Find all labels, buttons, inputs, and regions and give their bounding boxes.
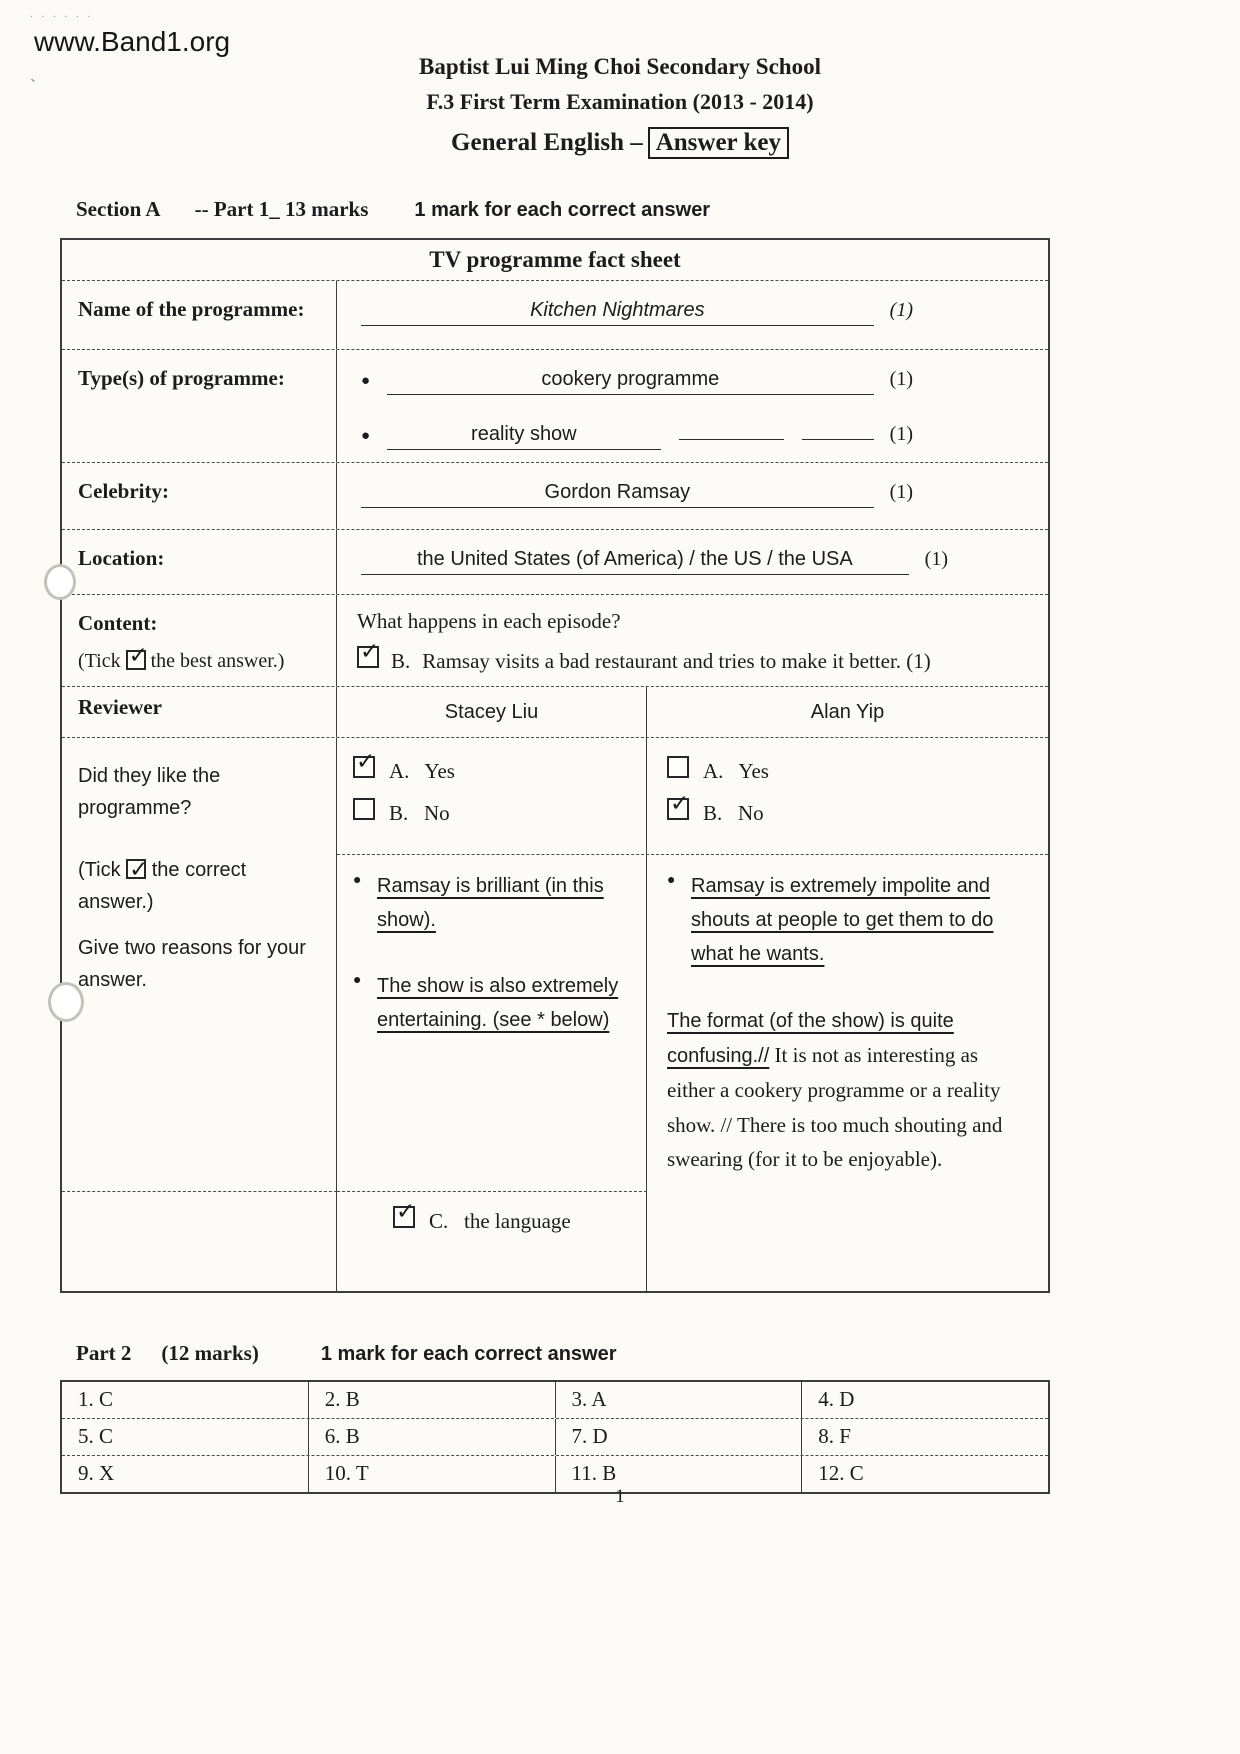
celebrity-label: Celebrity:	[78, 479, 169, 503]
stacey-yes-line	[353, 756, 630, 784]
answer-key-box: Answer key	[648, 127, 789, 159]
exam-title: F.3 First Term Examination (2013 - 2014)	[426, 89, 814, 114]
answer-blank: Gordon Ramsay	[361, 481, 874, 508]
stacey-yesno-cell	[337, 738, 647, 854]
tick-prefix: (Tick	[78, 859, 121, 881]
alan-yesno-cell	[647, 738, 1048, 854]
answer-cell	[337, 595, 1048, 686]
answer-blank: cookery programme	[387, 368, 874, 395]
part2-note: 1 mark for each correct answer	[320, 1342, 617, 1365]
stacey-reason-1	[353, 869, 630, 937]
answer-line	[361, 299, 913, 326]
yes-no-subrow	[337, 738, 1048, 855]
extra-answer-text: C. the language	[429, 1208, 571, 1233]
reviewer-name-stacey: Stacey Liu	[337, 687, 647, 737]
part2-heading	[76, 1341, 1240, 1366]
answer-cell: 3. A	[556, 1382, 803, 1418]
watermark: www.Band1.org	[34, 26, 231, 57]
label-cell	[62, 281, 337, 349]
reviewer-name-alan: Alan Yip	[810, 700, 885, 723]
checkbox-checked-icon	[357, 646, 379, 668]
alan-yes-line	[667, 756, 1028, 784]
alan-reason-1	[667, 869, 1028, 971]
answer-blank: reality show	[387, 423, 661, 450]
row-programme-name	[62, 281, 1048, 350]
extra-answer-line	[393, 1206, 630, 1234]
checkbox-checked-icon	[393, 1206, 415, 1228]
reason-text-rest: It is not as interesting as either a cookery programme or a reality show. // There is too much shouting and swearing (for it to be enjoyable).	[667, 1043, 1003, 1172]
option-text: Ramsay visits a bad restaurant and tries to make it better. (1)	[422, 649, 931, 673]
answer-cell: 12. C	[818, 1460, 864, 1485]
content-question: What happens in each episode?	[357, 609, 621, 633]
mark-label: (1)	[924, 548, 948, 570]
label-cell	[62, 595, 337, 686]
row-location	[62, 530, 1048, 595]
label-cell	[62, 350, 337, 462]
location-label: Location:	[78, 546, 165, 570]
answer-cell	[337, 350, 1048, 462]
mark-label: (1)	[889, 481, 913, 503]
subject-title	[0, 127, 1240, 159]
row-celebrity	[62, 463, 1048, 530]
tick-prefix: (Tick	[78, 650, 121, 672]
checkbox-unchecked-icon	[353, 798, 375, 820]
mark-label: (1)	[889, 423, 913, 445]
yes-option: A. Yes	[389, 759, 455, 783]
row-content	[62, 595, 1048, 687]
answer-cell: 5. C	[62, 1419, 309, 1455]
answer-blank: Kitchen Nightmares	[361, 299, 874, 326]
part2-marks: (12 marks)	[161, 1340, 259, 1365]
stacey-no-line	[353, 798, 630, 826]
bullet-icon: ●	[361, 428, 371, 444]
checkbox-unchecked-icon	[667, 756, 689, 778]
hole-punch-artifact	[48, 982, 84, 1022]
fact-sheet-table	[60, 238, 1050, 1293]
label-cell	[62, 1191, 337, 1291]
no-option: B. No	[389, 801, 450, 825]
tick-suffix: the correct answer.)	[78, 859, 247, 913]
yes-option: A. Yes	[703, 759, 769, 783]
reason-text: Ramsay is brilliant (in this show).	[377, 875, 604, 931]
subject-prefix: General English –	[451, 129, 643, 156]
answer-line	[361, 548, 948, 575]
checkbox-checked-icon	[353, 756, 375, 778]
opinion-answers-area	[337, 738, 1048, 1191]
stacey-reasons-cell	[337, 855, 647, 1191]
opinion-question: Did they like the programme?	[78, 765, 221, 819]
label-cell	[62, 463, 337, 529]
section-a-heading	[76, 197, 1240, 222]
answer-blank-segment	[802, 421, 874, 440]
fact-sheet-title: TV programme fact sheet	[62, 240, 1048, 281]
label-cell	[62, 738, 337, 1191]
school-name: Baptist Lui Ming Choi Secondary School	[419, 54, 821, 79]
mark-label: (1)	[889, 299, 913, 321]
page-number: 1	[615, 1486, 625, 1507]
answer-cell: 7. D	[556, 1419, 803, 1455]
stacey-extra-cell	[337, 1191, 647, 1291]
section-a-part: -- Part 1_ 13 marks	[194, 197, 369, 221]
answer-cell: 2. B	[309, 1382, 556, 1418]
answer-cell: 1. C	[62, 1382, 309, 1418]
tick-suffix: the best answer.)	[150, 650, 285, 672]
opinion-tick-instruction	[78, 854, 326, 918]
alan-reason-2	[667, 1003, 1028, 1177]
alan-no-line	[667, 798, 1028, 826]
table-row	[62, 1419, 1048, 1456]
content-tick-instruction	[78, 650, 326, 673]
mark-label: (1)	[889, 368, 913, 390]
checkbox-checked-icon	[126, 859, 146, 879]
no-option: B. No	[703, 801, 764, 825]
label-cell	[62, 530, 337, 594]
answer-cell: 4. D	[818, 1386, 855, 1411]
answer-cell: 6. B	[309, 1419, 556, 1455]
part2-answer-table	[60, 1380, 1050, 1494]
reason-text-underlined: The format (of the show) is quite confusing.//	[667, 1010, 954, 1067]
opinion-instruction: Give two reasons for your answer.	[78, 937, 306, 991]
table-row	[62, 1382, 1048, 1419]
answer-cell	[337, 463, 1048, 529]
programme-type-label: Type(s) of programme:	[78, 366, 285, 390]
row-opinion	[62, 738, 1048, 1191]
answer-blank-segment	[679, 421, 784, 440]
answer-cell	[337, 281, 1048, 349]
answer-line	[361, 368, 913, 395]
alan-reasons-cell	[647, 855, 1048, 1191]
answer-cell: 9. X	[62, 1456, 309, 1492]
document-header	[0, 0, 1240, 159]
answer-cell: 10. T	[309, 1456, 556, 1492]
checkbox-checked-icon	[126, 650, 146, 670]
hole-punch-artifact	[44, 564, 76, 600]
bullet-icon: ●	[361, 373, 371, 389]
checkbox-checked-icon	[667, 798, 689, 820]
reasons-subrow	[337, 855, 1048, 1191]
stacey-reason-2	[353, 969, 630, 1037]
bullet-icon: ●	[667, 873, 676, 888]
answer-line	[361, 481, 913, 508]
section-a-title: Section A	[76, 197, 161, 221]
bullet-icon: ●	[353, 973, 362, 988]
label-cell	[62, 687, 337, 737]
scan-artifact-dots: . . . . . .	[30, 8, 94, 20]
reviewer-label: Reviewer	[78, 694, 162, 719]
content-answer-line	[357, 646, 1028, 674]
answer-cell	[337, 530, 1048, 594]
answer-cell: 11. B	[556, 1456, 803, 1492]
row-programme-type	[62, 350, 1048, 463]
scan-artifact-mark: `	[30, 76, 36, 96]
option-letter: B.	[391, 649, 411, 673]
reason-text: Ramsay is extremely impolite and shouts at people to get them to do what he wants.	[691, 875, 994, 965]
bullet-icon: ●	[353, 873, 362, 888]
reason-text: The show is also extremely entertaining. (see * below)	[377, 975, 619, 1031]
alan-extra-cell	[647, 1191, 1048, 1291]
row-extra-answer	[62, 1191, 1048, 1291]
section-a-note: 1 mark for each correct answer	[414, 199, 711, 221]
answer-cell: 8. F	[818, 1423, 851, 1448]
answer-line	[361, 421, 913, 450]
row-reviewer	[62, 687, 1048, 738]
programme-name-label: Name of the programme:	[78, 297, 305, 321]
part2-title: Part 2	[76, 1340, 132, 1365]
content-label: Content:	[78, 611, 158, 635]
answer-blank: the United States (of America) / the US / the USA	[361, 548, 909, 575]
